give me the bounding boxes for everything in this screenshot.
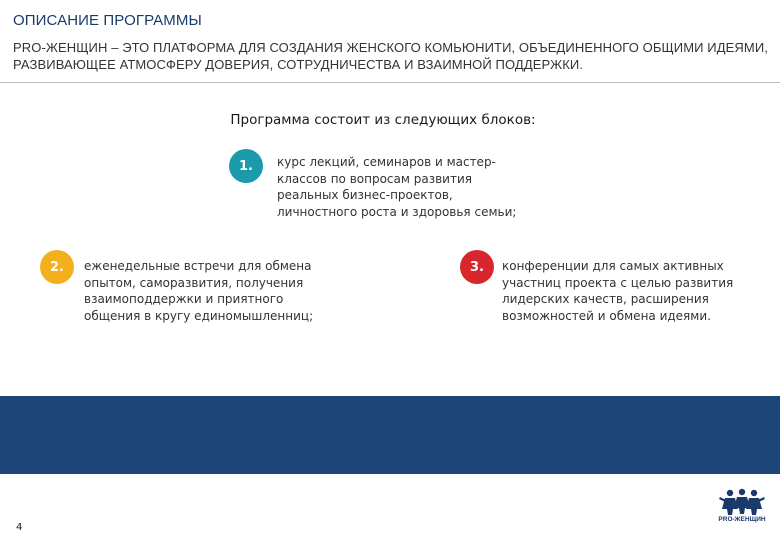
program-lead: Программа состоит из следующих блоков:	[230, 112, 536, 128]
block-3-badge: 3.	[460, 250, 494, 284]
block-3-text: конференции для самых активных участниц проекта с целью развития лидерских качеств, расширения возможностей и обмена идеями.	[502, 259, 734, 323]
logo-wordmark: PRO-ЖЕНЩИН	[718, 516, 766, 523]
footer-band	[0, 396, 780, 474]
block-2-badge: 2.	[40, 250, 74, 284]
page-subtitle: PRO-ЖЕНЩИН – ЭТО ПЛАТФОРМА ДЛЯ СОЗДАНИЯ ЖЕНСКОГО КОМЬЮНИТИ, ОБЪЕДИНЕННОГО ОБЩИМИ ИДЕЯМИ, РАЗВИВАЮЩЕЕ АТМОСФЕРУ ДОВЕРИЯ, СОТРУДНИЧЕСТВА И ВЗАИМНОЙ ПОДДЕРЖКИ.	[13, 40, 768, 72]
block-1-badge: 1.	[229, 149, 263, 183]
block-1-text: курс лекций, семинаров и мастер-классов по вопросам развития реальных бизнес-проектов, личностного роста и здоровья семьи;	[277, 155, 517, 219]
header-divider	[0, 82, 780, 83]
page-title: ОПИСАНИЕ ПРОГРАММЫ	[13, 12, 202, 29]
page-number: 4	[16, 522, 23, 533]
block-2-text: еженедельные встречи для обмена опытом, саморазвития, получения взаимоподдержки и приятного общения в кругу единомышленниц;	[84, 259, 314, 323]
pro-zhenshchin-logo-icon	[718, 485, 766, 533]
